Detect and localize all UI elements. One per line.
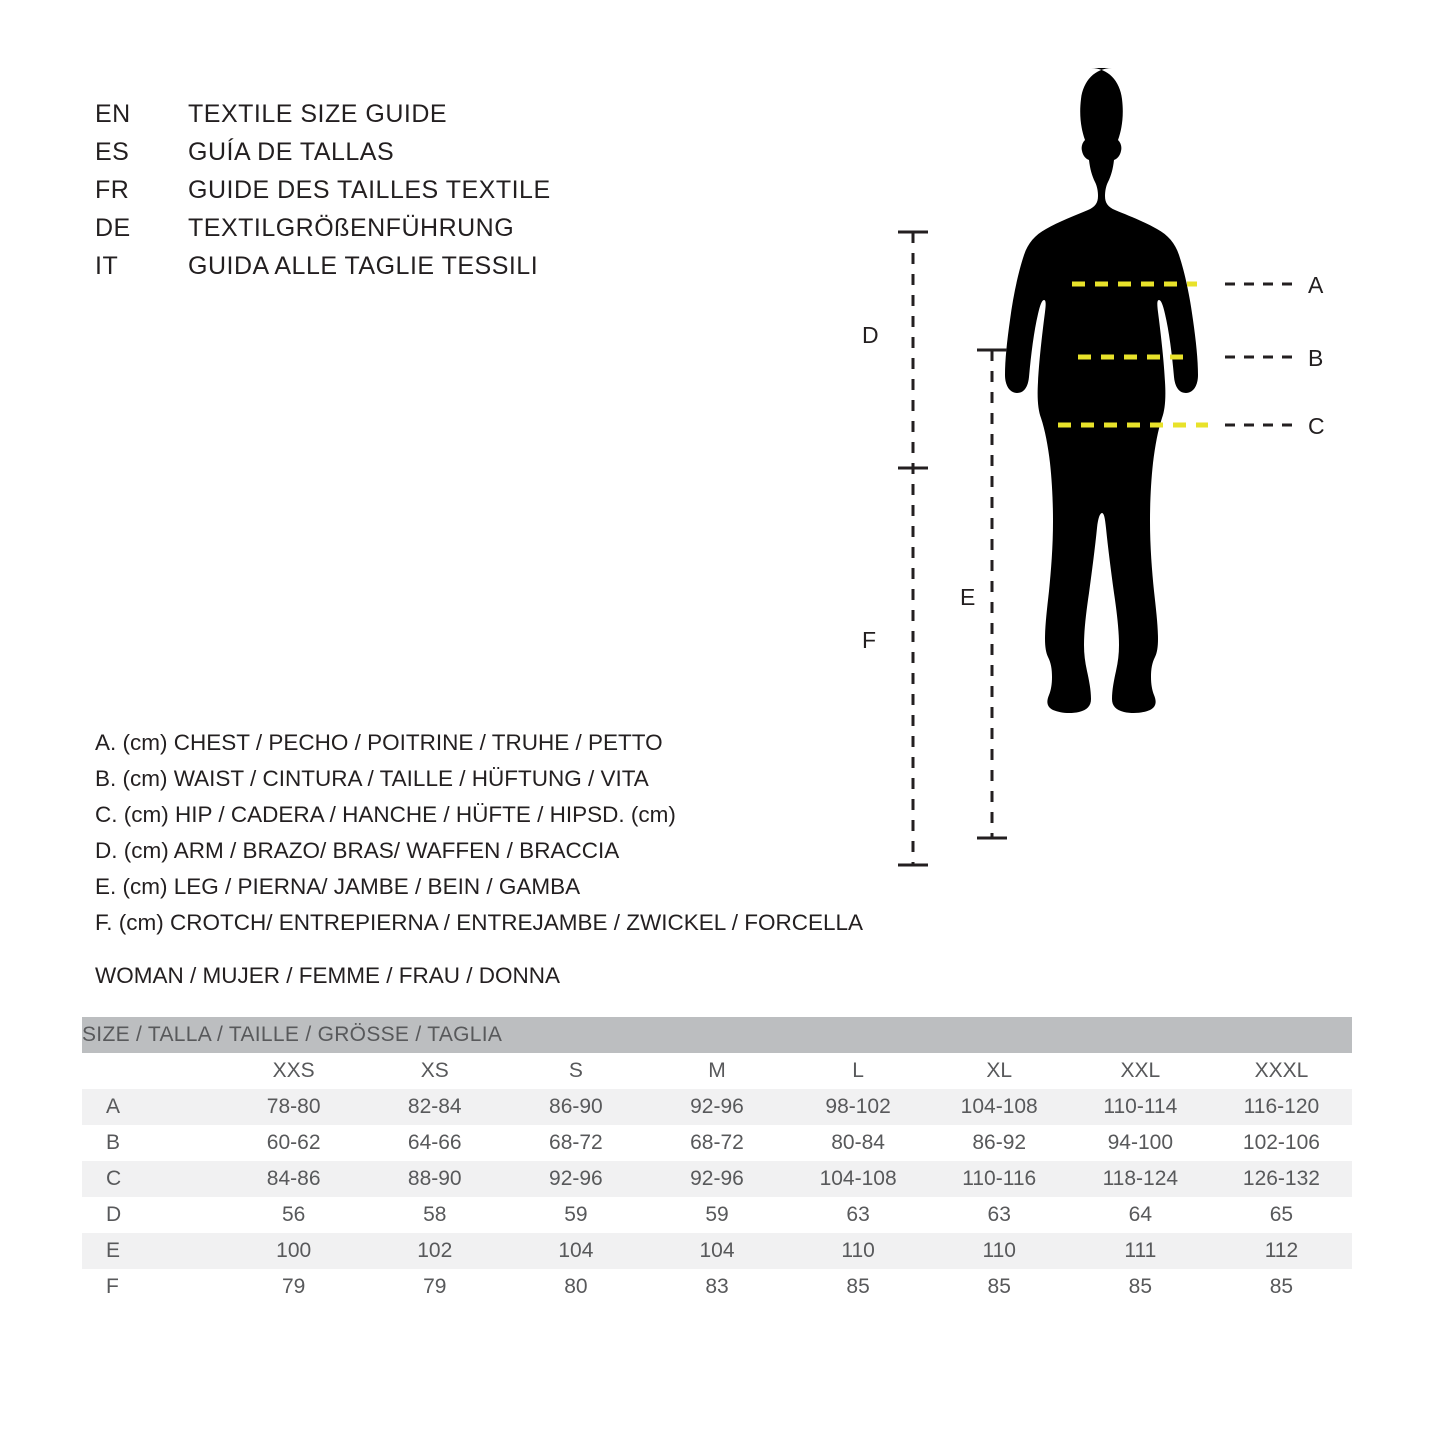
cell-d-xxl: 64 bbox=[1070, 1197, 1211, 1233]
language-text-es: GUÍA DE TALLAS bbox=[188, 138, 395, 166]
cell-f-xs: 79 bbox=[364, 1269, 505, 1305]
cell-d-l: 63 bbox=[788, 1197, 929, 1233]
cell-c-l: 104-108 bbox=[788, 1161, 929, 1197]
size-table-wrapper bbox=[82, 1017, 1352, 1305]
body-measurement-diagram bbox=[840, 60, 1400, 920]
dimension-label-b: B bbox=[1308, 345, 1324, 371]
dimension-bracket-e bbox=[977, 350, 1007, 838]
cell-f-xxl: 85 bbox=[1070, 1269, 1211, 1305]
cell-a-m: 92-96 bbox=[646, 1089, 787, 1125]
cell-a-xxs: 78-80 bbox=[223, 1089, 364, 1125]
cell-d-xxxl: 65 bbox=[1211, 1197, 1352, 1233]
table-row bbox=[82, 1089, 1352, 1125]
figure-svg bbox=[840, 60, 1400, 920]
cell-e-xxxl: 112 bbox=[1211, 1233, 1352, 1269]
measurement-legend bbox=[95, 725, 895, 941]
cell-b-l: 80-84 bbox=[788, 1125, 929, 1161]
size-table-column-header-row bbox=[82, 1053, 1352, 1089]
column-header-xs: XS bbox=[364, 1053, 505, 1089]
language-row-it bbox=[95, 247, 715, 285]
column-header-xxxl: XXXL bbox=[1211, 1053, 1352, 1089]
table-row bbox=[82, 1269, 1352, 1305]
cell-a-xxxl: 116-120 bbox=[1211, 1089, 1352, 1125]
cell-c-m: 92-96 bbox=[646, 1161, 787, 1197]
dimension-label-d: D bbox=[862, 322, 879, 348]
language-code-en: EN bbox=[95, 100, 131, 128]
column-header-xl: XL bbox=[929, 1053, 1070, 1089]
cell-c-xxs: 84-86 bbox=[223, 1161, 364, 1197]
column-header-xxl: XXL bbox=[1070, 1053, 1211, 1089]
cell-e-l: 110 bbox=[788, 1233, 929, 1269]
dimension-label-e: E bbox=[960, 584, 976, 610]
cell-f-s: 80 bbox=[505, 1269, 646, 1305]
cell-c-xs: 88-90 bbox=[364, 1161, 505, 1197]
cell-e-s: 104 bbox=[505, 1233, 646, 1269]
cell-d-m: 59 bbox=[646, 1197, 787, 1233]
cell-c-s: 92-96 bbox=[505, 1161, 646, 1197]
language-title-block bbox=[95, 95, 715, 285]
column-header-xxs: XXS bbox=[223, 1053, 364, 1089]
legend-item-d: D. (cm) ARM / BRAZO/ BRAS/ WAFFEN / BRACCIA bbox=[95, 838, 620, 863]
language-row-es bbox=[95, 133, 715, 171]
cell-b-xs: 64-66 bbox=[364, 1125, 505, 1161]
dimension-label-a: A bbox=[1308, 272, 1324, 298]
cell-d-s: 59 bbox=[505, 1197, 646, 1233]
language-row-fr bbox=[95, 171, 715, 209]
cell-c-xxl: 118-124 bbox=[1070, 1161, 1211, 1197]
cell-f-xl: 85 bbox=[929, 1269, 1070, 1305]
language-text-it: GUIDA ALLE TAGLIE TESSILI bbox=[188, 252, 539, 280]
cell-b-s: 68-72 bbox=[505, 1125, 646, 1161]
cell-e-xs: 102 bbox=[364, 1233, 505, 1269]
cell-c-xl: 110-116 bbox=[929, 1161, 1070, 1197]
language-text-en: TEXTILE SIZE GUIDE bbox=[188, 100, 448, 128]
column-header-s: S bbox=[505, 1053, 646, 1089]
cell-a-xs: 82-84 bbox=[364, 1089, 505, 1125]
table-row bbox=[82, 1125, 1352, 1161]
column-header-m: M bbox=[646, 1053, 787, 1089]
cell-f-m: 83 bbox=[646, 1269, 787, 1305]
dimension-label-f: F bbox=[862, 627, 877, 653]
row-letter-d: D bbox=[82, 1197, 223, 1233]
language-code-de: DE bbox=[95, 214, 131, 242]
language-code-fr: FR bbox=[95, 176, 130, 204]
row-letter-c: C bbox=[82, 1161, 223, 1197]
column-header-l: L bbox=[788, 1053, 929, 1089]
legend-item-c: C. (cm) HIP / CADERA / HANCHE / HÜFTE / HIPSD. (cm) bbox=[95, 802, 676, 827]
cell-e-m: 104 bbox=[646, 1233, 787, 1269]
cell-d-xl: 63 bbox=[929, 1197, 1070, 1233]
language-row-de bbox=[95, 209, 715, 247]
cell-b-xxs: 60-62 bbox=[223, 1125, 364, 1161]
legend-item-f: F. (cm) CROTCH/ ENTREPIERNA / ENTREJAMBE / ZWICKEL / FORCELLA bbox=[95, 910, 863, 935]
row-letter-f: F bbox=[82, 1269, 223, 1305]
language-text-de: TEXTILGRÖßENFÜHRUNG bbox=[188, 214, 515, 242]
row-letter-b: B bbox=[82, 1125, 223, 1161]
female-silhouette bbox=[1005, 68, 1198, 713]
cell-e-xxs: 100 bbox=[223, 1233, 364, 1269]
cell-f-l: 85 bbox=[788, 1269, 929, 1305]
leader-lines bbox=[1225, 284, 1295, 425]
cell-f-xxs: 79 bbox=[223, 1269, 364, 1305]
cell-a-l: 98-102 bbox=[788, 1089, 929, 1125]
dimension-label-c: C bbox=[1308, 413, 1325, 439]
cell-e-xl: 110 bbox=[929, 1233, 1070, 1269]
cell-b-xl: 86-92 bbox=[929, 1125, 1070, 1161]
language-code-it: IT bbox=[95, 252, 119, 280]
cell-a-xl: 104-108 bbox=[929, 1089, 1070, 1125]
cell-b-xxxl: 102-106 bbox=[1211, 1125, 1352, 1161]
cell-b-xxl: 94-100 bbox=[1070, 1125, 1211, 1161]
cell-f-xxxl: 85 bbox=[1211, 1269, 1352, 1305]
table-row bbox=[82, 1197, 1352, 1233]
cell-d-xs: 58 bbox=[364, 1197, 505, 1233]
cell-b-m: 68-72 bbox=[646, 1125, 787, 1161]
legend-item-e: E. (cm) LEG / PIERNA/ JAMBE / BEIN / GAMBA bbox=[95, 874, 581, 899]
language-row-en bbox=[95, 95, 715, 133]
corner-cell bbox=[82, 1053, 223, 1089]
table-row bbox=[82, 1161, 1352, 1197]
dimension-bracket-f bbox=[898, 232, 928, 865]
legend-item-b: B. (cm) WAIST / CINTURA / TAILLE / HÜFTUNG / VITA bbox=[95, 766, 649, 791]
size-table-title-row bbox=[82, 1017, 1352, 1053]
size-table-title: SIZE / TALLA / TAILLE / GRÖSSE / TAGLIA bbox=[82, 1017, 1352, 1053]
row-letter-a: A bbox=[82, 1089, 223, 1125]
cell-a-s: 86-90 bbox=[505, 1089, 646, 1125]
language-text-fr: GUIDE DES TAILLES TEXTILE bbox=[188, 176, 551, 204]
cell-a-xxl: 110-114 bbox=[1070, 1089, 1211, 1125]
cell-c-xxxl: 126-132 bbox=[1211, 1161, 1352, 1197]
cell-d-xxs: 56 bbox=[223, 1197, 364, 1233]
table-row bbox=[82, 1233, 1352, 1269]
cell-e-xxl: 111 bbox=[1070, 1233, 1211, 1269]
legend-item-a: A. (cm) CHEST / PECHO / POITRINE / TRUHE / PETTO bbox=[95, 730, 663, 755]
row-letter-e: E bbox=[82, 1233, 223, 1269]
language-code-es: ES bbox=[95, 138, 130, 166]
size-table bbox=[82, 1017, 1352, 1305]
category-label: WOMAN / MUJER / FEMME / FRAU / DONNA bbox=[95, 963, 560, 988]
